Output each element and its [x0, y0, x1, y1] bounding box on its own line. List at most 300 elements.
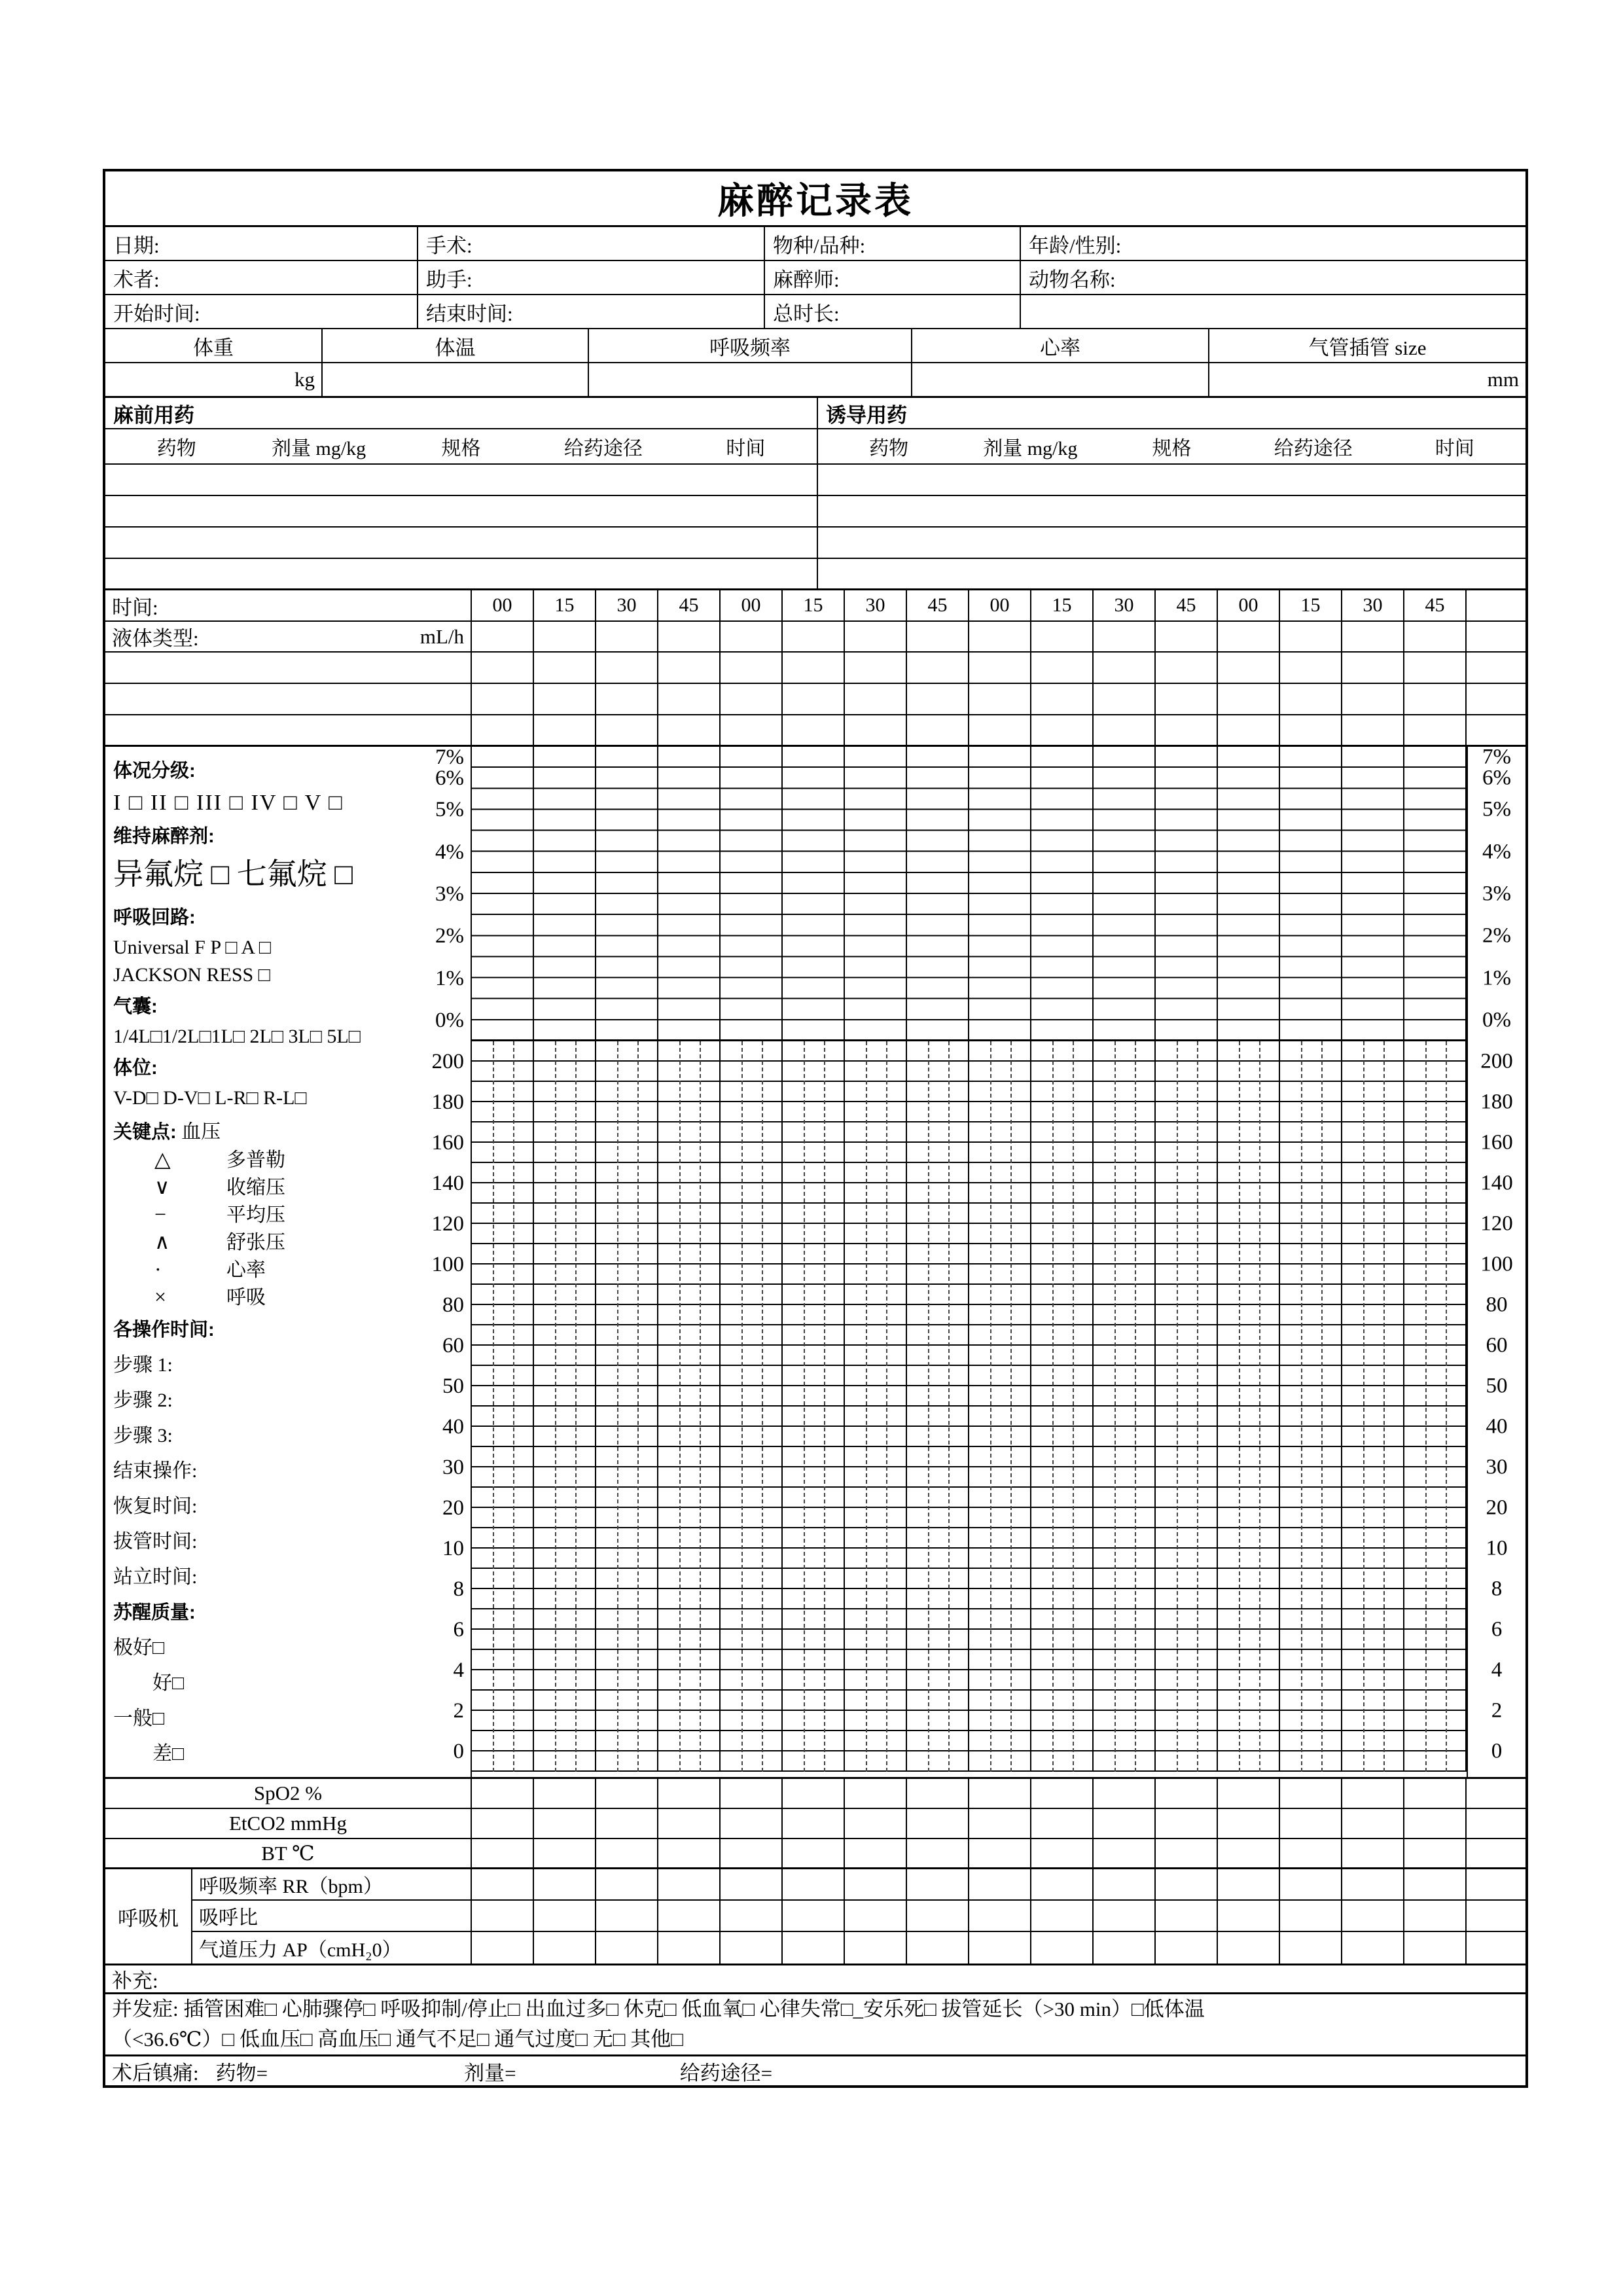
- infusion-cell[interactable]: [472, 653, 534, 683]
- time-tick-cell[interactable]: 15: [1280, 590, 1342, 620]
- ventilator-ap-cell[interactable]: [658, 1932, 721, 1964]
- time-tick-cell[interactable]: 30: [596, 590, 658, 620]
- infusion-cell[interactable]: [596, 653, 658, 683]
- five-min-gridline: [804, 1041, 805, 1772]
- ventilator-rr-cell[interactable]: [1342, 1869, 1404, 1899]
- ventilator-ie-cell[interactable]: [1156, 1901, 1218, 1931]
- ventilator-ap-cell[interactable]: [1342, 1932, 1404, 1964]
- infusion-cell[interactable]: [845, 715, 907, 745]
- asa-grade-checkboxes[interactable]: I □ II □ III □ IV □ V □: [113, 791, 344, 815]
- infusion-cell[interactable]: [721, 715, 783, 745]
- premed-entry-cell[interactable]: [105, 465, 818, 495]
- legend-heading: 关键点: 血压: [113, 1121, 221, 1143]
- spo2-cell[interactable]: [1467, 1779, 1525, 1808]
- etco2-cell[interactable]: [1156, 1809, 1218, 1838]
- info-blank-cell[interactable]: [1021, 295, 1525, 328]
- five-min-gridline: [762, 1041, 763, 1772]
- ventilator-ie-cell[interactable]: [596, 1901, 658, 1931]
- etco2-cell[interactable]: [969, 1809, 1031, 1838]
- scale-label: 5%: [1482, 797, 1511, 821]
- body-temp-cell[interactable]: [907, 1839, 969, 1867]
- spo2-cell[interactable]: [1031, 1779, 1094, 1808]
- ventilator-rr-cell[interactable]: [1404, 1869, 1467, 1899]
- infusion-cell[interactable]: [783, 715, 845, 745]
- infusion-cell[interactable]: [1342, 684, 1404, 714]
- body-temp-cell[interactable]: [1467, 1839, 1525, 1867]
- respiratory-rate-header: 呼吸频率: [589, 329, 912, 362]
- etco2-cell[interactable]: [721, 1809, 783, 1838]
- infusion-cell[interactable]: [1218, 684, 1280, 714]
- circuit-jackson-checkbox[interactable]: JACKSON RESS □: [113, 964, 270, 986]
- date-field[interactable]: [105, 227, 418, 260]
- infusion-cell[interactable]: [1280, 715, 1342, 745]
- fluid-rate-cell[interactable]: [845, 622, 907, 651]
- infusion-cell[interactable]: [1094, 684, 1156, 714]
- ventilator-rr-cell[interactable]: [783, 1869, 845, 1899]
- ventilator-ie-cells: [472, 1901, 1525, 1931]
- fluid-rate-cell[interactable]: [1094, 622, 1156, 651]
- ventilator-rr-cell[interactable]: [1218, 1869, 1280, 1899]
- ventilator-ie-cell[interactable]: [969, 1901, 1031, 1931]
- scale-label: 160: [431, 1131, 464, 1155]
- scale-label: 4: [1491, 1658, 1503, 1682]
- postop-dose-field[interactable]: 剂量=: [464, 2061, 516, 2085]
- etco2-cell[interactable]: [596, 1809, 658, 1838]
- time-tick-cell[interactable]: 45: [1156, 590, 1218, 620]
- spo2-cell[interactable]: [907, 1779, 969, 1808]
- ventilator-ap-cell[interactable]: [472, 1932, 534, 1964]
- fluid-rate-cell[interactable]: [596, 622, 658, 651]
- body-temp-row: [105, 1839, 1525, 1869]
- infusion-cell[interactable]: [658, 684, 721, 714]
- infusion-cell[interactable]: [1218, 715, 1280, 745]
- etco2-cell[interactable]: [534, 1809, 596, 1838]
- ventilator-ie-cell[interactable]: [1280, 1901, 1342, 1931]
- induction-entry-cell[interactable]: [818, 528, 1525, 558]
- body-temp-cell[interactable]: [1156, 1839, 1218, 1867]
- body-temp-cell[interactable]: [596, 1839, 658, 1867]
- body-temp-cell[interactable]: [721, 1839, 783, 1867]
- spo2-cell[interactable]: [596, 1779, 658, 1808]
- ventilator-ie-label: 吸呼比: [192, 1901, 472, 1931]
- scale-label: 0%: [1482, 1008, 1511, 1032]
- ventilator-ie-cell[interactable]: [534, 1901, 596, 1931]
- induction-spec-col: 规格: [1152, 438, 1192, 459]
- infusion-cell[interactable]: [783, 684, 845, 714]
- et-tube-size-header: 气管插管 size: [1308, 336, 1427, 359]
- ventilator-ap-cell[interactable]: [1094, 1932, 1156, 1964]
- ventilator-ie-cell[interactable]: [1342, 1901, 1404, 1931]
- scale-label: 1%: [435, 966, 464, 990]
- five-min-gridline: [1259, 1041, 1260, 1772]
- time-tick-cell[interactable]: 30: [1094, 590, 1156, 620]
- drug-section-header-row: [105, 398, 1525, 429]
- ventilator-ap-cell[interactable]: [969, 1932, 1031, 1964]
- ventilator-ie-cell[interactable]: [721, 1901, 783, 1931]
- scale-label: 7%: [1482, 745, 1511, 769]
- infusion-cell[interactable]: [658, 715, 721, 745]
- infusion-cell[interactable]: [907, 715, 969, 745]
- fluid-rate-cell[interactable]: [1404, 622, 1467, 651]
- scale-label: 0: [453, 1740, 464, 1763]
- infusion-cell[interactable]: [1094, 653, 1156, 683]
- infusion-cell[interactable]: [845, 653, 907, 683]
- complications-line1[interactable]: 并发症: 插管困难□ 心肺骤停□ 呼吸抑制/停止□ 出血过多□ 休克□ 低血氧□ 心律失常□_安乐死□ 拔管延长（>30 min）□低体温: [112, 1998, 1205, 2020]
- ventilator-rr-cell[interactable]: [907, 1869, 969, 1899]
- start-time-field[interactable]: [105, 295, 418, 328]
- scale-label: 180: [1480, 1090, 1513, 1114]
- anesthetist-label: 麻醉师:: [773, 268, 840, 291]
- infusion-cell[interactable]: [1031, 653, 1094, 683]
- etco2-cell[interactable]: [1467, 1809, 1525, 1838]
- surgery-label: 手术:: [426, 234, 473, 257]
- infusion-cell[interactable]: [721, 653, 783, 683]
- infusion-label-cell[interactable]: [105, 684, 472, 714]
- infusion-cell[interactable]: [969, 684, 1031, 714]
- spo2-cell[interactable]: [1342, 1779, 1404, 1808]
- fluid-rate-cell[interactable]: [658, 622, 721, 651]
- spo2-cell[interactable]: [658, 1779, 721, 1808]
- etco2-cell[interactable]: [1404, 1809, 1467, 1838]
- five-min-gridline: [1135, 1041, 1136, 1772]
- ventilator-rr-cell[interactable]: [1031, 1869, 1094, 1899]
- spo2-cell[interactable]: [1094, 1779, 1156, 1808]
- infusion-cell[interactable]: [1094, 715, 1156, 745]
- left-numeric-scale: [396, 1041, 468, 1772]
- infusion-cell[interactable]: [1218, 653, 1280, 683]
- infusion-cell[interactable]: [721, 684, 783, 714]
- induction-entry-cell[interactable]: [818, 559, 1525, 588]
- infusion-cell[interactable]: [1404, 715, 1467, 745]
- right-numeric-scale: [1468, 1041, 1525, 1772]
- infusion-cell[interactable]: [1467, 653, 1525, 683]
- scale-label: 20: [1486, 1496, 1508, 1520]
- time-tick-cell[interactable]: 45: [1404, 590, 1467, 620]
- anesthetist-field[interactable]: [765, 261, 1021, 294]
- right-percent-scale: [1468, 747, 1525, 1041]
- infusion-cell[interactable]: [1404, 653, 1467, 683]
- fluid-rate-cell[interactable]: [1280, 622, 1342, 651]
- ventilator-ap-cell[interactable]: [1156, 1932, 1218, 1964]
- premed-entry-cell[interactable]: [105, 528, 818, 558]
- five-min-gridline: [617, 1041, 618, 1772]
- quality-excellent-checkbox[interactable]: 极好□: [113, 1637, 165, 1659]
- ventilator-ap-cell[interactable]: [721, 1932, 783, 1964]
- etco2-cell[interactable]: [472, 1809, 534, 1838]
- infusion-cell[interactable]: [596, 684, 658, 714]
- complications-line2[interactable]: （<36.6℃）□ 低血压□ 高血压□ 通气不足□ 通气过度□ 无□ 其他□: [112, 2028, 683, 2051]
- infusion-cell[interactable]: [1467, 715, 1525, 745]
- ventilator-ie-cell[interactable]: [907, 1901, 969, 1931]
- infusion-label-cell[interactable]: [105, 653, 472, 683]
- total-duration-field[interactable]: [765, 295, 1021, 328]
- five-min-gridline: [990, 1041, 991, 1772]
- ventilator-rr-cell[interactable]: [969, 1869, 1031, 1899]
- premed-drug-col: 药物: [156, 438, 196, 459]
- species-field[interactable]: [765, 227, 1021, 260]
- spo2-cell[interactable]: [845, 1779, 907, 1808]
- infusion-cell[interactable]: [969, 653, 1031, 683]
- body-temp-cell[interactable]: [658, 1839, 721, 1867]
- ventilator-ap-cell[interactable]: [1218, 1932, 1280, 1964]
- infusion-cell[interactable]: [534, 715, 596, 745]
- postop-label: 术后镇痛:: [112, 2061, 199, 2085]
- etco2-cell[interactable]: [658, 1809, 721, 1838]
- etco2-cell[interactable]: [783, 1809, 845, 1838]
- fluid-rate-cell[interactable]: [907, 622, 969, 651]
- premed-time-col: 时间: [726, 438, 766, 459]
- temperature-value-field[interactable]: [323, 363, 589, 396]
- quality-good-checkbox[interactable]: 好□: [152, 1672, 185, 1694]
- end-operation-field: 结束操作:: [113, 1460, 198, 1482]
- fluid-rate-cell[interactable]: [1342, 622, 1404, 651]
- ventilator-ie-cell[interactable]: [783, 1901, 845, 1931]
- infusion-cell[interactable]: [534, 653, 596, 683]
- respiratory-rate-value-field[interactable]: [589, 363, 912, 396]
- time-tick-cell[interactable]: 00: [1218, 590, 1280, 620]
- quality-poor-checkbox[interactable]: 差□: [152, 1743, 185, 1765]
- etco2-cell[interactable]: [1094, 1809, 1156, 1838]
- scale-label: 30: [1486, 1455, 1508, 1479]
- infusion-cell[interactable]: [1280, 684, 1342, 714]
- assistant-field[interactable]: [418, 261, 765, 294]
- ventilator-ap-cell[interactable]: [907, 1932, 969, 1964]
- surgery-field[interactable]: [418, 227, 765, 260]
- page-title: 麻醉记录表: [717, 180, 914, 221]
- spo2-cell[interactable]: [1280, 1779, 1342, 1808]
- bag-size-checkboxes[interactable]: 1/4L□1/2L□1L□ 2L□ 3L□ 5L□: [113, 1026, 361, 1047]
- ventilator-ap-cell[interactable]: [1404, 1932, 1467, 1964]
- ventilator-rr-cell[interactable]: [845, 1869, 907, 1899]
- anesthetic-checkboxes[interactable]: 异氟烷 □ 七氟烷 □: [113, 857, 353, 891]
- ventilator-ap-cell[interactable]: [534, 1932, 596, 1964]
- infusion-cell[interactable]: [907, 653, 969, 683]
- complications-row[interactable]: [105, 1994, 1525, 2056]
- body-temp-cell[interactable]: [1094, 1839, 1156, 1867]
- induction-entry-cell[interactable]: [818, 465, 1525, 495]
- infusion-entry-row: [105, 653, 1525, 684]
- spo2-cell[interactable]: [472, 1779, 534, 1808]
- infusion-cell[interactable]: [472, 715, 534, 745]
- infusion-cell[interactable]: [1280, 653, 1342, 683]
- time-tick-cell[interactable]: 15: [1031, 590, 1094, 620]
- ventilator-rr-cell[interactable]: [1094, 1869, 1156, 1899]
- fluid-rate-cell[interactable]: [783, 622, 845, 651]
- scale-label: 2%: [1482, 924, 1511, 948]
- infusion-cell[interactable]: [969, 715, 1031, 745]
- ventilator-ie-cell[interactable]: [1094, 1901, 1156, 1931]
- infusion-cell[interactable]: [1156, 715, 1218, 745]
- infusion-cell[interactable]: [534, 684, 596, 714]
- induction-drug-col: 药物: [869, 438, 909, 459]
- postop-analgesia-row[interactable]: [105, 2056, 1525, 2085]
- spo2-cell[interactable]: [969, 1779, 1031, 1808]
- etco2-cell[interactable]: [907, 1809, 969, 1838]
- time-tick-cell[interactable]: 00: [472, 590, 534, 620]
- body-temp-cell[interactable]: [783, 1839, 845, 1867]
- postop-route-field[interactable]: 给药途径=: [679, 2061, 773, 2085]
- spo2-cell[interactable]: [534, 1779, 596, 1808]
- ventilator-ie-cell[interactable]: [1218, 1901, 1280, 1931]
- age-sex-field[interactable]: [1021, 227, 1525, 260]
- ventilator-ap-cells: [472, 1932, 1525, 1964]
- operation-times-heading: 各操作时间:: [113, 1319, 215, 1340]
- fluid-rate-cell[interactable]: [969, 622, 1031, 651]
- fluid-rate-cell[interactable]: [1467, 622, 1525, 651]
- body-temp-cell[interactable]: [845, 1839, 907, 1867]
- five-min-gridline: [1425, 1041, 1427, 1772]
- vital-signs-grid[interactable]: [472, 1041, 1467, 1772]
- body-temp-cell[interactable]: [1404, 1839, 1467, 1867]
- induction-time-col: 时间: [1435, 438, 1474, 459]
- body-temp-cell[interactable]: [1031, 1839, 1094, 1867]
- body-temp-cell[interactable]: [1218, 1839, 1280, 1867]
- spo2-cell[interactable]: [1404, 1779, 1467, 1808]
- ventilator-ie-cell[interactable]: [1467, 1901, 1525, 1931]
- scale-label: 60: [1486, 1333, 1508, 1357]
- legend-symbol: △: [154, 1147, 171, 1171]
- ventilator-ie-cell[interactable]: [1031, 1901, 1094, 1931]
- infusion-entry-row: [105, 715, 1525, 747]
- infusion-cell[interactable]: [658, 653, 721, 683]
- infusion-cell[interactable]: [472, 684, 534, 714]
- vaporizer-percent-grid[interactable]: [472, 747, 1467, 1041]
- etco2-cell[interactable]: [845, 1809, 907, 1838]
- ventilator-rr-cell[interactable]: [534, 1869, 596, 1899]
- fluid-rate-cell[interactable]: [472, 622, 534, 651]
- legend-symbol: ∨: [154, 1175, 170, 1198]
- infusion-cell[interactable]: [783, 653, 845, 683]
- spo2-cells: [472, 1779, 1525, 1808]
- legend-respiration: × 呼吸: [154, 1285, 266, 1308]
- form-title-row: [105, 171, 1525, 227]
- time-tick-cell[interactable]: [1467, 590, 1525, 620]
- time-tick-cell[interactable]: 00: [969, 590, 1031, 620]
- infusion-cell[interactable]: [1342, 715, 1404, 745]
- ventilator-ie-cell[interactable]: [845, 1901, 907, 1931]
- ventilator-rows: [192, 1869, 1525, 1964]
- ventilator-ap-cell[interactable]: [1467, 1932, 1525, 1964]
- ventilator-rr-cell[interactable]: [1156, 1869, 1218, 1899]
- time-tick-cell[interactable]: 15: [534, 590, 596, 620]
- infusion-cell[interactable]: [1156, 653, 1218, 683]
- ventilator-ie-cell[interactable]: [658, 1901, 721, 1931]
- etco2-cell[interactable]: [1342, 1809, 1404, 1838]
- spo2-cell[interactable]: [1218, 1779, 1280, 1808]
- induction-entry-cell[interactable]: [818, 496, 1525, 526]
- supplement-row[interactable]: [105, 1965, 1525, 1994]
- step-1-field: 步骤 1:: [113, 1354, 173, 1376]
- fluid-rate-cell[interactable]: [1218, 622, 1280, 651]
- time-tick-cell[interactable]: 15: [783, 590, 845, 620]
- scale-label: 100: [1480, 1252, 1513, 1276]
- postop-drug-field[interactable]: 药物=: [215, 2061, 268, 2085]
- body-temp-cell[interactable]: [1280, 1839, 1342, 1867]
- spo2-cell[interactable]: [783, 1779, 845, 1808]
- ventilator-ap-cell[interactable]: [783, 1932, 845, 1964]
- infusion-cell[interactable]: [1031, 684, 1094, 714]
- time-tick-cell[interactable]: 45: [907, 590, 969, 620]
- time-tick-cell[interactable]: 30: [845, 590, 907, 620]
- quality-fair-checkbox[interactable]: 一般□: [113, 1708, 165, 1729]
- five-min-gridline: [1301, 1041, 1302, 1772]
- fluid-rate-cell[interactable]: [1031, 622, 1094, 651]
- etco2-cell[interactable]: [1218, 1809, 1280, 1838]
- surgeon-field[interactable]: [105, 261, 418, 294]
- infusion-cell[interactable]: [1404, 684, 1467, 714]
- ventilator-rr-cell[interactable]: [1467, 1869, 1525, 1899]
- position-heading: 体位:: [113, 1058, 158, 1079]
- anesthesia-chart-section: [105, 747, 1525, 1779]
- etco2-cell[interactable]: [1280, 1809, 1342, 1838]
- infusion-cell[interactable]: [596, 715, 658, 745]
- ventilator-ie-cell[interactable]: [472, 1901, 534, 1931]
- spo2-cell[interactable]: [721, 1779, 783, 1808]
- animal-name-label: 动物名称:: [1029, 268, 1116, 291]
- heart-rate-value-field[interactable]: [912, 363, 1209, 396]
- extubation-time-field: 拔管时间:: [113, 1531, 198, 1552]
- ventilator-rr-cell[interactable]: [596, 1869, 658, 1899]
- ventilator-ap-cell[interactable]: [1031, 1932, 1094, 1964]
- ventilator-ap-cell[interactable]: [596, 1932, 658, 1964]
- ventilator-rr-cell[interactable]: [1280, 1869, 1342, 1899]
- weight-header: 体重: [105, 329, 323, 362]
- fluid-rate-cell[interactable]: [534, 622, 596, 651]
- scale-label: 6: [453, 1618, 464, 1641]
- spo2-cell[interactable]: [1156, 1779, 1218, 1808]
- infusion-label-cell[interactable]: [105, 715, 472, 745]
- ventilator-rr-cell[interactable]: [658, 1869, 721, 1899]
- ventilator-ap-cell[interactable]: [845, 1932, 907, 1964]
- step-2-field: 步骤 2:: [113, 1390, 173, 1411]
- body-temp-cell[interactable]: [472, 1839, 534, 1867]
- scale-label: 10: [442, 1537, 464, 1560]
- ventilator-rr-cell[interactable]: [472, 1869, 534, 1899]
- et-tube-size-value-field[interactable]: [1209, 363, 1525, 396]
- infusion-cell[interactable]: [1156, 684, 1218, 714]
- animal-name-field[interactable]: [1021, 261, 1525, 294]
- infusion-cell[interactable]: [1031, 715, 1094, 745]
- premed-entry-cell[interactable]: [105, 496, 818, 526]
- etco2-cell[interactable]: [1031, 1809, 1094, 1838]
- surgeon-label: 术者:: [113, 268, 160, 291]
- fluid-rate-cell[interactable]: [1156, 622, 1218, 651]
- infusion-cell[interactable]: [907, 684, 969, 714]
- circuit-universal-checkboxes[interactable]: Universal F P □ A □: [113, 937, 271, 958]
- ventilator-ap-cell[interactable]: [1280, 1932, 1342, 1964]
- fluid-rate-cell[interactable]: [721, 622, 783, 651]
- weight-value-field[interactable]: [105, 363, 323, 396]
- time-tick-cell[interactable]: 00: [721, 590, 783, 620]
- infusion-cell[interactable]: [1342, 653, 1404, 683]
- body-temp-cell[interactable]: [1342, 1839, 1404, 1867]
- infusion-cell[interactable]: [1467, 684, 1525, 714]
- scale-label: 2%: [435, 924, 464, 948]
- body-temp-cell[interactable]: [534, 1839, 596, 1867]
- time-tick-cell[interactable]: 45: [658, 590, 721, 620]
- ventilator-ie-cell[interactable]: [1404, 1901, 1467, 1931]
- ventilator-rr-cell[interactable]: [721, 1869, 783, 1899]
- infusion-cell[interactable]: [845, 684, 907, 714]
- time-tick-cell[interactable]: 30: [1342, 590, 1404, 620]
- drug-entry-row: [105, 528, 1525, 559]
- position-checkboxes[interactable]: V-D□ D-V□ L-R□ R-L□: [113, 1087, 307, 1109]
- fluid-row-label[interactable]: [105, 622, 472, 651]
- premed-entry-cell[interactable]: [105, 559, 818, 588]
- body-temp-cell[interactable]: [969, 1839, 1031, 1867]
- end-time-field[interactable]: [418, 295, 765, 328]
- five-min-gridline: [741, 1041, 743, 1772]
